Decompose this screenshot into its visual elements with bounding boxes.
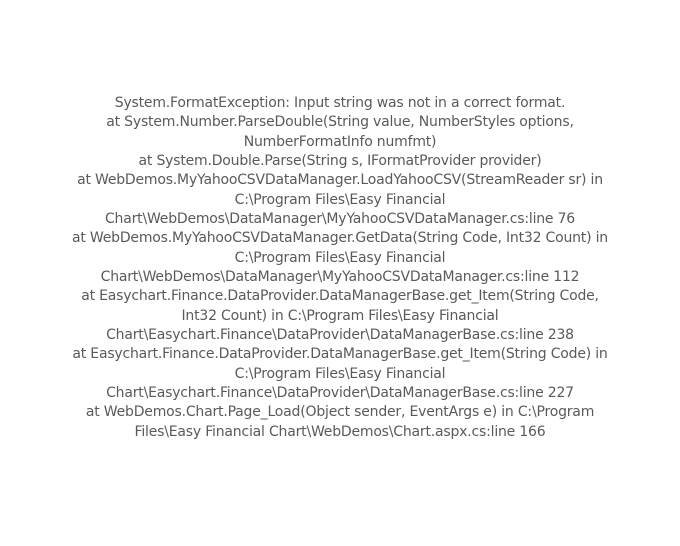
- stack-trace-line-8: at WebDemos.MyYahooCSVDataManager.GetData(String Code, Int32 Count) in: [72, 230, 608, 247]
- stack-trace-line-9: C:\Program Files\Easy Financial: [234, 249, 446, 266]
- stack-trace-line-5: at WebDemos.MyYahooCSVDataManager.LoadYahooCSV(StreamReader sr) in: [77, 172, 603, 189]
- exception-stack-trace: [0, 94, 680, 442]
- stack-trace-line-13: Chart\Easychart.Finance\DataProvider\DataManagerBase.cs:line 238: [106, 326, 574, 343]
- stack-trace-line-14: at Easychart.Finance.DataProvider.DataManagerBase.get_Item(String Code) in: [72, 346, 608, 363]
- stack-trace-line-7: Chart\WebDemos\DataManager\MyYahooCSVDataManager.cs:line 76: [104, 210, 576, 227]
- stack-trace-line-3: NumberFormatInfo numfmt): [243, 133, 437, 150]
- stack-trace-line-15: C:\Program Files\Easy Financial: [234, 365, 446, 382]
- stack-trace-line-16: Chart\Easychart.Finance\DataProvider\DataManagerBase.cs:line 227: [106, 384, 574, 401]
- stack-trace-line-2: at System.Number.ParseDouble(String value, NumberStyles options,: [106, 114, 574, 131]
- stack-trace-line-4: at System.Double.Parse(String s, IFormatProvider provider): [138, 152, 542, 169]
- stack-trace-line-1: System.FormatException: Input string was not in a correct format.: [114, 95, 566, 111]
- stack-trace-line-6: C:\Program Files\Easy Financial: [234, 191, 446, 208]
- stack-trace-line-18: Files\Easy Financial Chart\WebDemos\Chart.aspx.cs:line 166: [134, 423, 546, 440]
- stack-trace-line-11: at Easychart.Finance.DataProvider.DataManagerBase.get_Item(String Code,: [81, 288, 599, 305]
- stack-trace-line-17: at WebDemos.Chart.Page_Load(Object sender, EventArgs e) in C:\Program: [85, 404, 595, 421]
- stack-trace-line-12: Int32 Count) in C:\Program Files\Easy Financial: [181, 307, 499, 324]
- stack-trace-line-10: Chart\WebDemos\DataManager\MyYahooCSVDataManager.cs:line 112: [100, 268, 580, 285]
